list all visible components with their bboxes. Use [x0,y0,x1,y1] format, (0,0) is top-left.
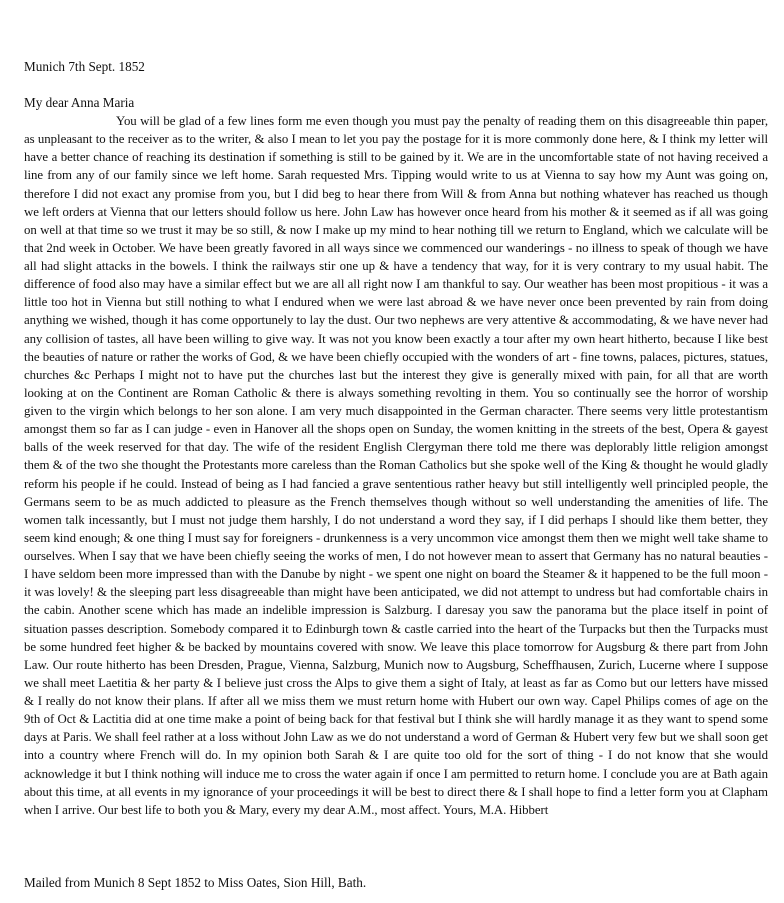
letter-dateline: Munich 7th Sept. 1852 [24,59,145,74]
letter-salutation: My dear Anna Maria [24,95,135,110]
mailing-note: Mailed from Munich 8 Sept 1852 to Miss Oates, Sion Hill, Bath. [24,875,367,890]
letter-body: You will be glad of a few lines form me even though you must pay the penalty of reading them on this disagreeable thin paper, as unpleasant to the receiver as to the writer, & also I mean to let you pay the postage for it is more commonly done here, & I think my letter will have a better chance of reaching its destination if something is still to be gained by it. We are in the uncomfortable state of not having received a line from any of our family since we left home. Sarah requested Mrs. Tipping would write to us at Vienna to say how my Aunt was going on, therefore I did not exact any promise from you, but I did beg to hear there from Will & from Anna but nothing whatever has reached us though we left orders at Vienna that our letters should follow us here. John Law has however once heard from his mother & it seemed as if all was going on well at that time so we trust it may be so still, & now I make up my mind to hear nothing till we return to England, which we calculate will be that 2nd week in October. We have been greatly favored in all ways since we commenced our wanderings - no illness to speak of though we have all had slight attacks in the bowels. I think the railways stir one up & have a tendency that way, for it is very contrary to my usual habit. The difference of food also may have a similar effect but we are all all right now I am thankful to say. Our weather has been most propitious - it was a little too hot in Vienna but still nothing to what I endured when we were last abroad & we have never once been prevented by rain from doing anything we wished, though it has come opportunely to lay the dust. Our two nephews are very attentive & accommodating, & we have never had any collision of tastes, all have been willing to give way. It was not you know been exactly a tour after my own heart hitherto, because I like best the beauties of nature or rather the works of God, & we have been chiefly occupied with the wonders of art - fine towns, palaces, pictures, statues, churches &c Perhaps I might not to have put the churches last but the interest they give is generally mixed with pain, for all that are worth looking at on the Continent are Roman Catholic & there is always something revolting in them. You so continually see the horror of worship given to the virgin which belongs to her son alone. I am very much disappointed in the German character. There seems very little protestantism amongst them so far as I can judge - even in Hanover all the shops open on Sunday, the women knitting in the streets of the best, Opera & gayest balls of the week reserved for that day. The wife of the resident English Clergyman there told me there was deplorably little religion amongst them & of the two she thought the Protestants more careless than the Roman Catholics but she spoke well of the King & thought he would gladly reform his people if he could. Instead of being as I had fancied a grave sententious rather heavy but still intelligently well principled people, the Germans seem to be as much addicted to pleasure as the French themselves though without so well understanding the amenities of life. The women talk incessantly, but I must not judge them harshly, I do not understand a word they say, if I did perhaps I should like them better, they seem kind enough; & one thing I must say for foreigners - drunkenness is a very uncommon vice amongst them then we might well take shame to ourselves. When I say that we have been chiefly seeing the works of men, I do not however mean to assert that Germany has no natural beauties - I have seldom been more impressed than with the Danube by night - we spent one night on board the Steamer & it happened to be the full moon - it was lovely! & the sleeping part less disagreeable than might have been anticipated, we did not attempt to undress but had comfortable chairs in the cabin. Another scene which has made an indelible impression is Salzburg. I daresay you saw the panorama but the place itself in point of situation passes description. Somebody compared it to Edinburgh town & castle carried into the heart of the Turpacks but then the Turpacks must be some hundred feet higher & be backed by mountains covered with snow. We leave this place tomorrow for Augsburg & there part from John Law. Our route hitherto has been Dresden, Prague, Vienna, Salzburg, Munich now to Augsburg, Scheffhausen, Zurich, Lucerne where I suppose we shall meet Laetitia & her party & I believe just cross the Alps to give them a sight of Italy, at least as far as Como but our letters have missed & I really do not know their plans. If after all we miss them we must return home with Hubert our own way. Capel Philips comes of age on the 9th of Oct & Lactitia did at one time make a point of being back for that festival but I think she will hardly manage it as they want to spend some days at Paris. We shall feel rather at a loss without John Law as we do not understand a word of German & Hubert very few but we shall soon get into a country where French will do. In my opinion both Sarah & I are quite too old for the sort of thing - I do not know that she would acknowledge it but I think nothing will induce me to cross the water again if once I am permitted to return home. I conclude you are at Bath again about this time, at all events in my ignorance of your proceedings it will be best to direct there & I shall hope to find a letter form you at Clapham when I arrive. Our best life to both you & Mary, every my dear A.M., most affect. Yours, M.A. Hibbert [24,114,768,817]
